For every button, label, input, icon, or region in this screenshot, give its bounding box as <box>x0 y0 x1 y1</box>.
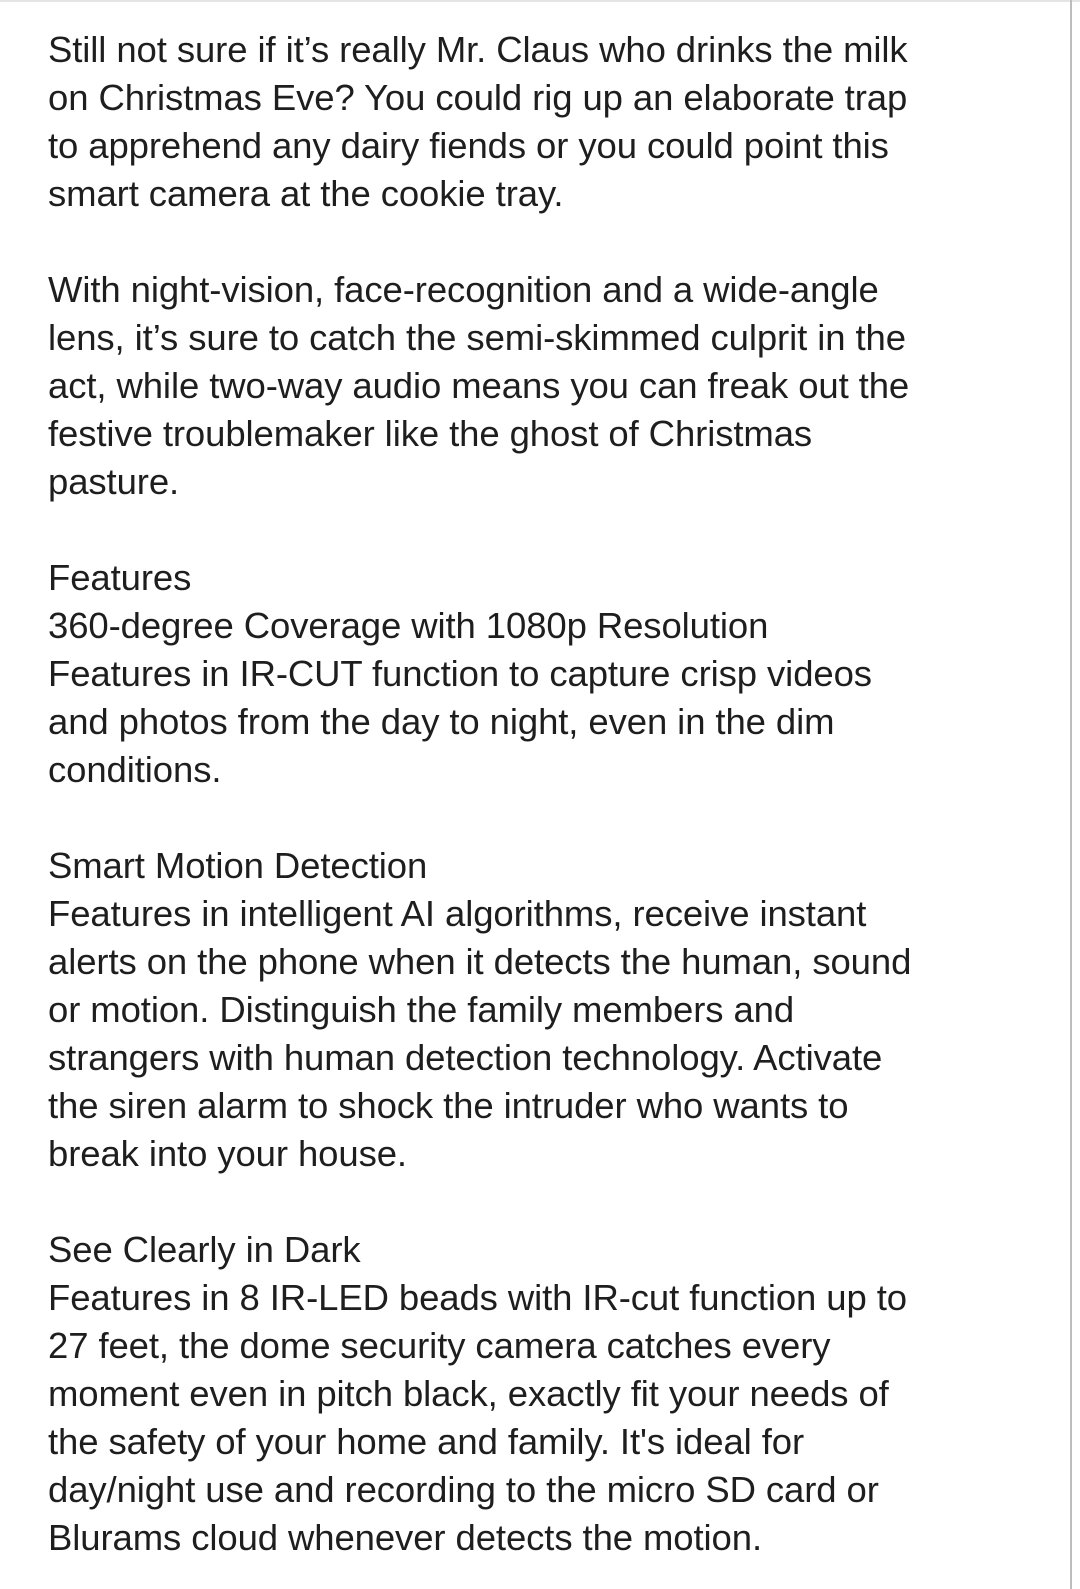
text-line: moment even in pitch black, exactly fit your needs of <box>48 1373 889 1414</box>
scroll-edge-divider <box>1070 0 1072 1589</box>
top-divider <box>0 0 1080 2</box>
text-line: pasture. <box>48 461 180 502</box>
text-line: the safety of your home and family. It's ideal for <box>48 1421 804 1462</box>
capabilities-paragraph <box>48 266 1038 506</box>
description-text <box>48 26 1038 1562</box>
features-coverage-paragraph <box>48 554 1038 794</box>
text-line: festive troublemaker like the ghost of Christmas <box>48 413 813 454</box>
text-line: Features in IR-CUT function to capture crisp videos <box>48 653 872 694</box>
text-line: and photos from the day to night, even in the dim <box>48 701 835 742</box>
text-line: or motion. Distinguish the family members and <box>48 989 795 1030</box>
night-vision-paragraph <box>48 1226 1038 1562</box>
text-line: strangers with human detection technology. Activate <box>48 1037 883 1078</box>
text-line: day/night use and recording to the micro SD card or <box>48 1469 879 1510</box>
text-line: lens, it’s sure to catch the semi-skimmed culprit in the <box>48 317 906 358</box>
text-line: Still not sure if it’s really Mr. Claus who drinks the milk <box>48 29 908 70</box>
text-line: the siren alarm to shock the intruder who wants to <box>48 1085 849 1126</box>
section-heading: Features <box>48 557 192 598</box>
text-line: conditions. <box>48 749 222 790</box>
text-line: alerts on the phone when it detects the human, sound <box>48 941 912 982</box>
feature-title: Smart Motion Detection <box>48 845 428 886</box>
text-line: Features in 8 IR-LED beads with IR-cut function up to <box>48 1277 907 1318</box>
text-line: break into your house. <box>48 1133 407 1174</box>
text-line: Features in intelligent AI algorithms, receive instant <box>48 893 867 934</box>
feature-title: See Clearly in Dark <box>48 1229 361 1270</box>
feature-title: 360-degree Coverage with 1080p Resolution <box>48 605 769 646</box>
text-line: smart camera at the cookie tray. <box>48 173 564 214</box>
text-line: act, while two-way audio means you can freak out the <box>48 365 910 406</box>
text-line: Blurams cloud whenever detects the motion. <box>48 1517 763 1558</box>
text-line: With night-vision, face-recognition and a wide-angle <box>48 269 879 310</box>
motion-detection-paragraph <box>48 842 1038 1178</box>
intro-paragraph <box>48 26 1038 218</box>
text-line: on Christmas Eve? You could rig up an elaborate trap <box>48 77 908 118</box>
text-line: 27 feet, the dome security camera catches every <box>48 1325 831 1366</box>
text-line: to apprehend any dairy fiends or you could point this <box>48 125 889 166</box>
